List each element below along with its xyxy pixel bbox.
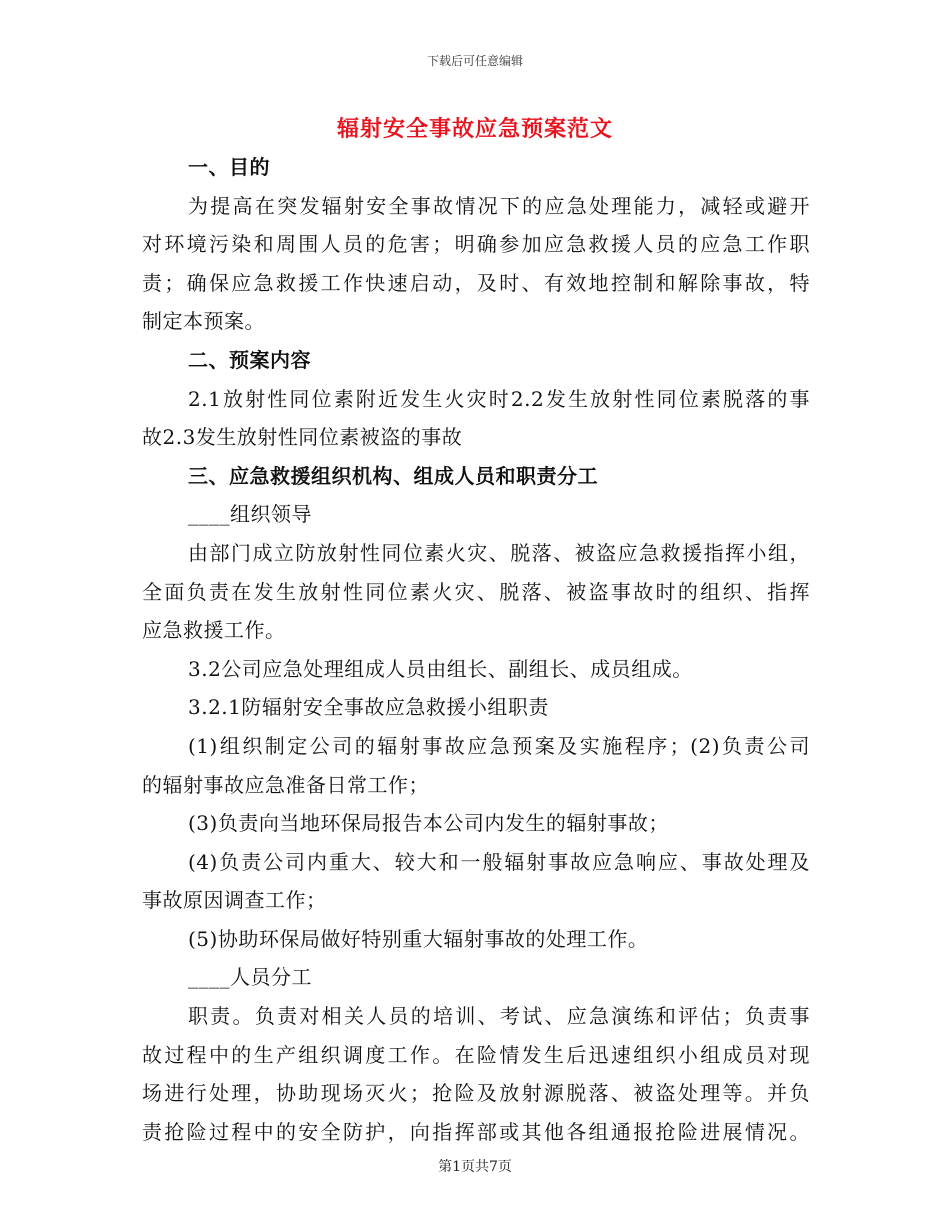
duty-line: (3)负责向当地环保局报告本公司内发生的辐射事故；	[188, 811, 669, 836]
section-heading-purpose: 一、目的	[188, 155, 270, 179]
paragraph-line: 由部门成立防放射性同位素火灾、脱落、被盗应急救援指挥小组，	[188, 540, 810, 565]
page-number-footer: 第1页共7页	[438, 1159, 512, 1175]
duty-line: (4)负责公司内重大、较大和一般辐射事故应急响应、事故处理及	[188, 849, 810, 874]
section-heading-plan-content: 二、预案内容	[188, 347, 311, 372]
item-3-2-1: 3.2.1防辐射安全事故应急救援小组职责	[188, 695, 549, 720]
paragraph-line: 故2.3发生放射性同位素被盗的事故	[142, 425, 463, 450]
duty-line: 的辐射事故应急准备日常工作；	[142, 772, 429, 797]
paragraph-line: 责；确保应急救援工作快速启动，及时、有效地控制和解除事故，特	[142, 270, 810, 295]
paragraph-line: 职责。负责对相关人员的培训、考试、应急演练和评估；负责事	[188, 1004, 810, 1029]
paragraph-line: 制定本预案。	[142, 309, 265, 334]
paragraph-line: 为提高在突发辐射安全事故情况下的应急处理能力，减轻或避开	[188, 193, 810, 218]
paragraph-line: 对环境污染和周围人员的危害；明确参加应急救援人员的应急工作职	[142, 232, 810, 257]
item-3-2: 3.2公司应急处理组成人员由组长、副组长、成员组成。	[188, 656, 693, 681]
paragraph-line: 责抢险过程中的安全防护，向指挥部或其他各组通报抢险进展情况。	[142, 1119, 810, 1144]
paragraph-line: 场进行处理，协助现场灭火；抢险及放射源脱落、被盗处理等。并负	[142, 1081, 810, 1106]
paragraph-line: 应急救援工作。	[142, 618, 286, 643]
header-note: 下载后可任意编辑	[426, 54, 523, 68]
subheading-org-leader: ____组织领导	[188, 502, 312, 527]
document-title: 辐射安全事故应急预案范文	[336, 116, 613, 142]
section-heading-organization: 三、应急救援组织机构、组成人员和职责分工	[188, 463, 598, 488]
paragraph-line: 故过程中的生产组织调度工作。在险情发生后迅速组织小组成员对现	[142, 1042, 810, 1067]
duty-line: 事故原因调查工作；	[142, 888, 327, 913]
paragraph-line: 2.1放射性同位素附近发生火灾时2.2发生放射性同位素脱落的事	[188, 386, 810, 411]
paragraph-line: 全面负责在发生放射性同位素火灾、脱落、被盗事故时的组织、指挥	[142, 579, 810, 604]
subheading-staff-division: ____人员分工	[188, 965, 312, 990]
document-body	[142, 148, 810, 1151]
duty-line: (5)协助环保局做好特别重大辐射事故的处理工作。	[188, 926, 649, 951]
duty-line: (1)组织制定公司的辐射事故应急预案及实施程序；(2)负责公司	[188, 733, 810, 758]
